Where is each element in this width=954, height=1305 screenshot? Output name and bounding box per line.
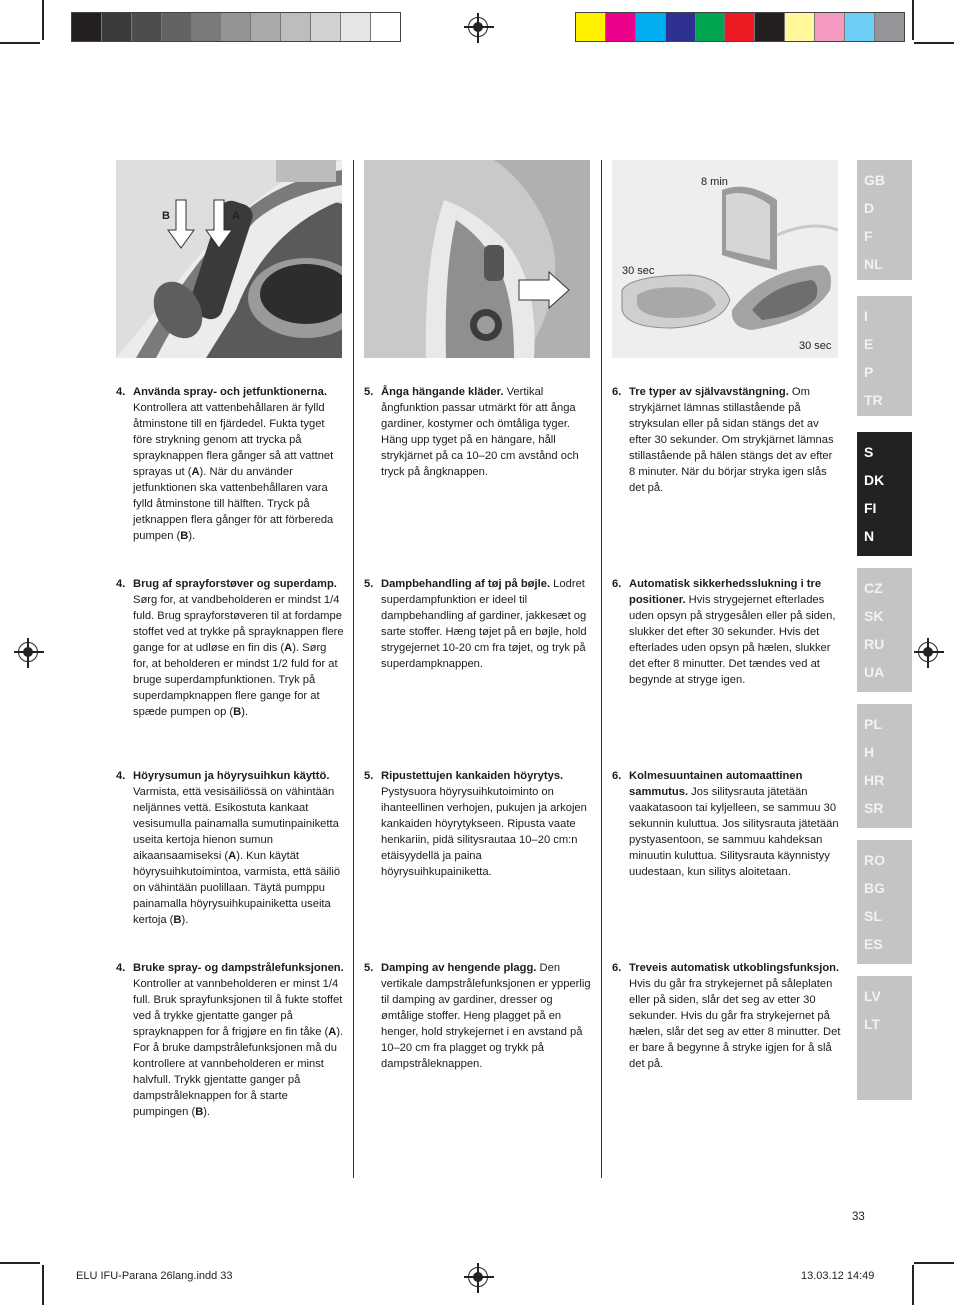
language-tab-sl: SL [864,908,882,924]
grayscale-swatch [221,13,251,41]
footer-timestamp: 13.03.12 14:49 [801,1270,875,1282]
item-title: Höyrysumun ja höyrysuihkun käyttö. [133,770,330,782]
color-swatch [755,13,785,41]
color-swatch [696,13,726,41]
item-body: Den vertikale dampstrålefunksjonen er ypperlig til damping av gardiner, dresser og ømtålige stoffer. Heng plagget på en henger, hold strykejernet i en avstand på 10–20 cm fra plagget og trykk på dampstråleknappen. [381,962,591,1070]
label-a: A [232,210,240,222]
item-body: ). När du använder jetfunktionen ska vattenbehållaren vara fylld åtminstone till hälften. Tryck på jetknappen flera gånger för att förbereda pumpen ( [133,466,334,542]
item-body: ). [188,530,196,542]
instruction-item [612,768,841,880]
grayscale-swatch [162,13,192,41]
grayscale-swatch [102,13,132,41]
language-tab-gb: GB [864,172,885,188]
item-body: ). Kun käytät höyrysuihkutoimintoa, varmista, että säiliö on vähintään puolillaan. Täytä pumppu painamalla höyrysuihkupainiketta useita kertoja ( [133,850,341,926]
instruction-item [612,384,841,496]
item-body: ). [181,914,189,926]
item-title: Dampbehandling af tøj på bøjle. [381,578,551,590]
key-label: A [328,1026,337,1038]
grayscale-swatch [72,13,102,41]
language-tab-ru: RU [864,636,885,652]
language-tab-sr: SR [864,800,884,816]
item-body: ). For å bruke dampstrålefunksjonen må du kontrollere at vannbeholderen er minst halvfull. Trykk gjentatte ganger på dampstråleknappen for å starte pumpingen ( [133,1026,344,1118]
item-number: 6. [612,386,622,398]
item-title: Använda spray- och jetfunktionerna. [133,386,327,398]
language-tab-group [857,160,912,280]
item-title: Ripustettujen kankaiden höyrytys. [381,770,564,782]
instruction-item [364,576,593,672]
label-30sec-right: 30 sec [799,340,832,352]
color-swatch [636,13,666,41]
item-body: ). Sørg for, at beholderen er mindst 1/2 fuld for at bruge superdampfunktionen. Tryk på superdampknappen flere gange for at spæde pumpen op ( [133,642,338,718]
label-30sec-left: 30 sec [622,265,655,277]
item-body: ). [241,706,249,718]
cmyk-color-bar [575,12,905,42]
color-swatch [785,13,815,41]
instruction-item [116,768,345,928]
crop-mark [914,42,954,44]
item-body: Varmista, että vesisäiliössä on vähintään neljännes vettä. Esikostuta kankaat vesisumulla painamalla sumutinpainiketta useita kertoja hienon sumun aikaansaamiseksi ( [133,786,339,862]
item-body: Lodret superdampfunktion er ideel til dampbehandling af gardiner, jakkesæt og sarte stoffer. Hæng tøjet på en bøjle, hold strygejernet 10-20 cm fra tøjet, og tryk på superdampknappen. [381,578,587,670]
language-tab-e: E [864,336,874,352]
auto-shutoff-image [612,160,838,358]
grayscale-swatch [281,13,311,41]
item-number: 6. [612,770,622,782]
crop-mark [0,42,40,44]
language-tab-dk: DK [864,472,885,488]
language-tab-ua: UA [864,664,885,680]
key-label: B [180,530,189,542]
key-label: B [173,914,182,926]
instruction-item [612,960,841,1072]
grayscale-color-bar [71,12,401,42]
item-number: 5. [364,962,374,974]
color-swatch [576,13,606,41]
color-swatch [666,13,696,41]
item-body: Hvis du går fra strykejernet på såleplaten eller på siden, slår det seg av etter 30 sekunder. Hvis du går fra strykejernet på hælen, slår det seg av etter 8 minutter. Det er bare å begynne å stryke igjen for å slå det på. [629,978,841,1070]
vertical-steam-image [364,160,590,358]
item-title: Treveis automatisk utkoblingsfunksjon. [629,962,840,974]
crop-mark [912,0,914,40]
item-body: Pystysuora höyrysuihkutoiminto on ihanteellinen verhojen, pukujen ja arkojen kankaiden höyrytykseen. Ripusta vaate henkariin, pidä silitysrautaa 10–20 cm:n etäisyydellä ja paina höyrysuihkupainiketta. [381,786,587,878]
language-tab-cz: CZ [864,580,883,596]
column-divider [353,160,354,1178]
item-title: Brug af sprayforstøver og superdamp. [133,578,337,590]
item-body: Sørg for, at vandbeholderen er mindst 1/4 fuld. Brug sprayforstøveren til at fordampe stoffet ved at trykke på sprayknappen flere gange for at udløse en fin dis ( [133,594,344,654]
item-number: 6. [612,962,622,974]
item-number: 5. [364,770,374,782]
key-label: A [191,466,200,478]
item-body: Kontroller at vannbeholderen er minst 1/4 full. Bruk sprayfunksjonen til å fukte stoffet ved å trykke gjentatte ganger på sprayknappen for å frigjøre en fin tåke ( [133,978,343,1038]
item-title: Bruke spray- og dampstrålefunksjonen. [133,962,344,974]
item-body: Jos silitysrauta jätetään vaakatasoon tai kyljelleen, se sammuu 30 sekunnin kuluttua. Jos silitysrauta jätetään pystyasentoon, se sammuu kahdeksan minuutin kuluttua. Silitysrauta käynnistyy uudestaan, kun silitys aloitetaan. [629,786,839,878]
language-tab-lv: LV [864,988,881,1004]
language-tab-s: S [864,444,874,460]
grayscale-swatch [371,13,400,41]
color-swatch [606,13,636,41]
language-tab-ro: RO [864,852,885,868]
language-tab-es: ES [864,936,883,952]
item-title: Damping av hengende plagg. [381,962,537,974]
color-swatch [725,13,755,41]
key-label: A [228,850,237,862]
language-tab-tr: TR [864,392,883,408]
item-title: Ånga hängande kläder. [381,386,504,398]
language-tab-group [857,568,912,692]
language-tab-d: D [864,200,875,216]
instruction-item [116,576,345,720]
key-label: A [284,642,293,654]
label-b: B [162,210,170,222]
language-tab-hr: HR [864,772,885,788]
grayscale-swatch [251,13,281,41]
color-swatch [845,13,875,41]
grayscale-swatch [311,13,341,41]
crop-mark [914,1262,954,1264]
grayscale-swatch [132,13,162,41]
item-number: 4. [116,578,126,590]
instruction-item [612,576,841,688]
instruction-item [116,960,345,1120]
instruction-item [364,960,593,1072]
grayscale-swatch [341,13,371,41]
item-number: 4. [116,386,126,398]
language-tab-n: N [864,528,875,544]
language-tab-p: P [864,364,874,380]
crop-mark [42,0,44,40]
item-number: 5. [364,578,374,590]
registration-mark-icon [918,642,938,662]
instruction-item [116,384,345,544]
language-tab-nl: NL [864,256,883,272]
instruction-item [364,768,593,880]
item-body: Om strykjärnet lämnas stillastående på stryksulan eller på sidan stängs det av efter 30 sekunder. Om strykjärnet lämnas stillastående på hälen stängs det av efter 8 minuter. När du börjar stryka igen slås det på. [629,386,834,494]
crop-mark [42,1265,44,1305]
item-title: Kolmesuuntainen automaattinen sammutus. [629,770,803,798]
registration-mark-icon [468,17,488,37]
language-tab-group [857,296,912,416]
color-swatch [875,13,904,41]
label-8min: 8 min [701,176,728,188]
item-number: 4. [116,962,126,974]
column-divider [601,160,602,1178]
grayscale-swatch [192,13,222,41]
language-tab-group [857,976,912,1100]
instruction-item [364,384,593,480]
page-number: 33 [852,1211,865,1223]
language-tab-lt: LT [864,1016,881,1032]
language-tab-f: F [864,228,873,244]
language-tab-fi: FI [864,500,877,516]
language-tab-sk: SK [864,608,884,624]
item-body: Hvis strygejernet efterlades uden opsyn på strygesålen eller på siden, slukker det efter 30 sekunder. Hvis det efterlades uden opsyn på hælen, slukker det efter 8 minutter. Det tændes ved at begynde at stryge igen. [629,594,836,686]
item-body: Kontrollera att vattenbehållaren är fylld åtminstone till en fjärdedel. Fukta tyget före strykning genom att trycka på sprayknappen flera gånger så att vattnet sprayas ut ( [133,402,334,478]
language-tab-i: I [864,308,868,324]
crop-mark [912,1265,914,1305]
registration-mark-icon [18,642,38,662]
item-number: 4. [116,770,126,782]
item-body: Vertikal ångfunktion passar utmärkt för att ånga gardiner, kostymer och ömtåliga tyger. Häng upp tyget på en hängare, håll strykjärnet på ca 10–20 cm avstånd och tryck på ångknappen. [381,386,579,478]
item-number: 6. [612,578,622,590]
footer-file-name: ELU IFU-Parana 26lang.indd 33 [76,1270,233,1282]
language-tab-h: H [864,744,875,760]
language-tab-bg: BG [864,880,885,896]
spray-jet-buttons-image [116,160,342,358]
language-tab-group [857,432,912,556]
language-tab-group [857,840,912,964]
item-number: 5. [364,386,374,398]
item-title: Automatisk sikkerhedsslukning i tre positioner. [629,578,822,606]
language-tab-pl: PL [864,716,882,732]
key-label: B [195,1106,204,1118]
item-body: ). [203,1106,211,1118]
language-tab-group [857,704,912,828]
key-label: B [233,706,242,718]
item-title: Tre typer av självavstängning. [629,386,789,398]
color-swatch [815,13,845,41]
registration-mark-icon [468,1267,488,1287]
crop-mark [0,1262,40,1264]
